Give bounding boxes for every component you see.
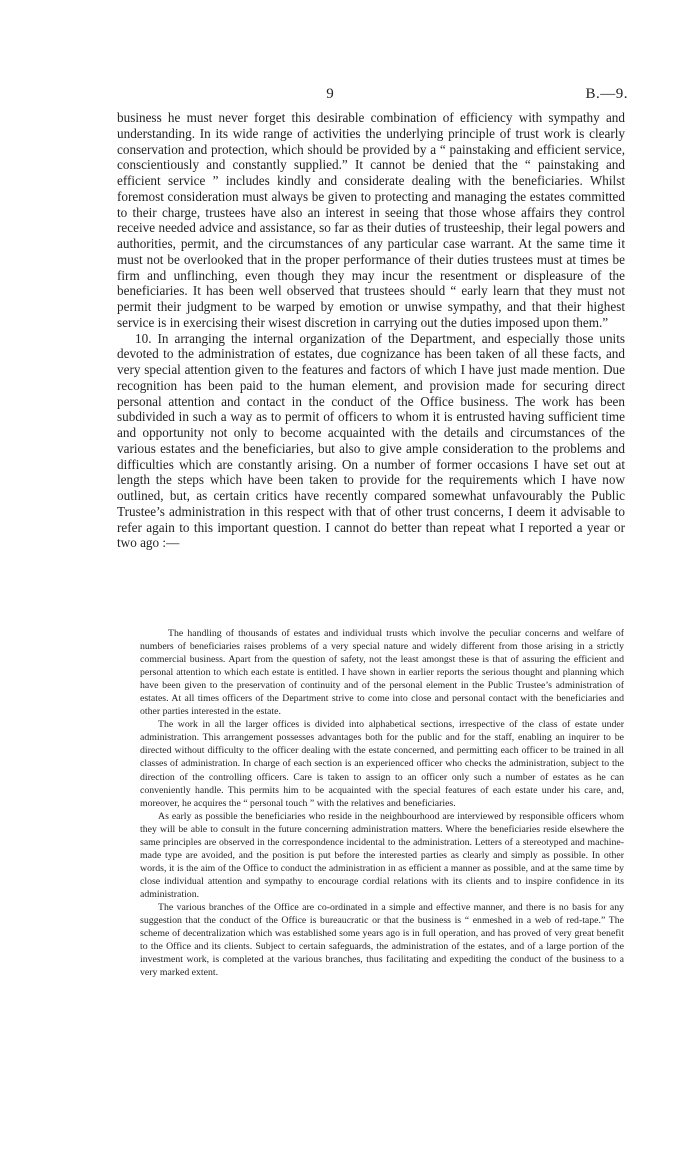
body-paragraph: 10. In arranging the internal organization of the Department, and especially those units devoted to the administration of estates, due cognizance has been taken of all these facts, and very special attention given to the features and factors of which I have just made mention. Due recognition has been paid to the human element, and provision made for securing direct personal attention and contact in the conduct of the Office business. The work has been subdivided in such a way as to permit of officers to whom it is entrusted having sufficient time and opportunity not only to become acquainted with the details and circumstances of the various estates and the beneficiaries, but also to give ample consideration to the problems and difficulties which are constantly arising. On a number of former occasions I have set out at length the steps which have been taken to provide for the requirements which I have now outlined, but, as certain critics have recently compared somewhat unfavourably the Public Trustee’s administration in this respect with that of other trust concerns, I deem it advisable to refer again to this important question. I cannot do better than repeat what I reported a year or two ago :—: [117, 330, 625, 551]
quote-paragraph: As early as possible the beneficiaries who reside in the neighbourhood are interviewed by responsible officers whom they will be able to consult in the future concerning administration matters. Where the beneficiaries reside elsewhere the same principles are observed in the correspondence incidental to the administration. Letters of a stereotyped and machine-made type are avoided, and the position is put before the interested parties as clearly and simply as possible. In other words, it is the aim of the Office to conduct the administration in as efficient a manner as possible, and at the same time by close individual attention and sympathy to encourage cordial relations with its clients and to inspire confidence in its administration.: [140, 810, 624, 900]
quote-paragraph: The handling of thousands of estates and individual trusts which involve the peculiar concerns and welfare of numbers of beneficiaries raises problems of a very special nature and widely different from those arising in a strictly commercial business. Apart from the question of safety, not the least amongst these is that of assuring the efficient and personal attention to which each estate is entitled. I have shown in earlier reports the serious thought and planning which have been given to the preservation of continuity and of the personal element in the Public Trustee’s administration of estates. At all times officers of the Department strive to come into close and personal contact with the beneficiaries and other parties interested in the estate.: [140, 628, 624, 718]
page-number: 9: [326, 86, 334, 102]
document-reference: B.—9.: [585, 86, 628, 102]
quote-paragraph: The work in all the larger offices is divided into alphabetical sections, irrespective of the class of estate under administration. This arrangement possesses advantages both for the public and for the staff, enabling an inquirer to be directed without difficulty to the officer dealing with the estate concerned, and permitting each officer to be trained in all classes of administration. In charge of each section is an experienced officer who checks the administration, subject to the direction of the controlling officers. Care is taken to assign to an officer only such a number of estates as he can conveniently handle. This permits him to be acquainted with the special features of each estate under his care, and, moreover, he acquires the “ personal touch ” with the relatives and beneficiaries.: [140, 719, 624, 809]
main-text: [117, 110, 625, 551]
quoted-report: [140, 627, 624, 979]
body-paragraph: business he must never forget this desirable combination of efficiency with sympathy and understanding. In its wide range of activities the underlying principle of trust work is clearly conservation and protection, which should be provided by a “ painstaking and efficient service, conscientiously and constantly supplied.” It cannot be denied that the “ painstaking and efficient service ” includes kindly and considerate dealing with the beneficiaries. Whilst foremost consideration must always be given to protecting and managing the estates committed to their charge, trustees have also an interest in seeing that those whose affairs they control receive needed advice and assistance, so far as their duties of trusteeship, their legal powers and authorities, permit, and the circumstances of any particular case warrant. At the same time it must not be overlooked that in the proper performance of their duties trustees must at times be firm and unflinching, even though they may incur the resentment or displeasure of the beneficiaries. It has been well observed that trustees should “ early learn that they must not permit their judgment to be warped by emotion or unwise sympathy, and that their highest service is in exercising their wisest discretion in carrying out the duties imposed upon them.”: [117, 110, 625, 330]
quote-paragraph: The various branches of the Office are co-ordinated in a simple and effective manner, and there is no basis for any suggestion that the conduct of the Office is bureaucratic or that the business is “ enmeshed in a web of red-tape.” The scheme of decentralization which was established some years ago is in full operation, and has proved of very great benefit to the Office and its clients. Subject to certain safeguards, the administration of the estates, and of a large portion of the investment work, is completed at the various branches, thus facilitating and expediting the conduct of the business to a very marked extent.: [140, 901, 624, 979]
